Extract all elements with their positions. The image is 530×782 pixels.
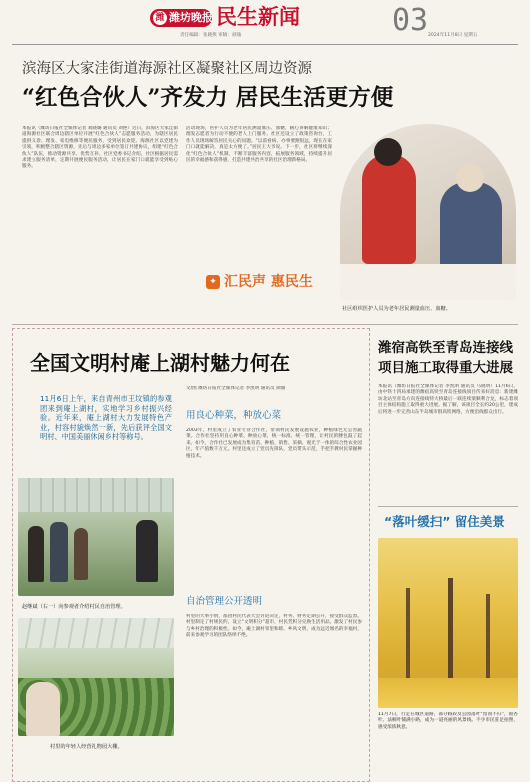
slogan-banner bbox=[206, 272, 326, 292]
lead-column-2: 活动现场，医护人员为老年居民测量血压、血糖，耐心讲解健康知识；理发志愿者为行动不便的老人上门服务。社区还设立了政策咨询台，工作人员现场解答居民关心的问题。“以前看病、办事要跑很远，现在在家门口就能解决，真是太方便了。”居民王大爷说。下一步，社区将继续深化“红色合伙人”机制，不断丰富服务内容，拓展服务领域，持续提升居民的幸福感和获得感，打造共建共治共享的社区治理新格局。 bbox=[186, 126, 332, 164]
rail-headline-2: 项目施工取得重大进展 bbox=[378, 360, 513, 376]
greenhouse-photo-1-caption: 赵继斌（右一）向参观者介绍村民自治管理。 bbox=[22, 604, 126, 610]
logo-icon: 潍 bbox=[153, 11, 167, 25]
photo1-person-2 bbox=[50, 522, 68, 582]
greenhouse-photo-2-caption: 村里的年轻人经营礼物园大棚。 bbox=[50, 744, 123, 750]
lead-kicker: 滨海区大家洼街道海源社区凝聚社区周边资源 bbox=[22, 61, 312, 77]
section-title: 民生新闻 bbox=[216, 4, 300, 29]
leaves-headline: “落叶缓扫” 留住美景 bbox=[384, 514, 505, 529]
photo1-person-1 bbox=[28, 526, 44, 582]
village-subhead-1: 用良心种菜，种放心菜 bbox=[186, 410, 282, 421]
village-intro: 11月6日上午，来自青州市王坟镇的参观团来到庵上湖村，实地学习乡村振兴经验。近年来，庵上湖村大力发展特色产业，村容村貌焕然一新，先后获评全国文明村、中国美丽休闲乡村等称号。 bbox=[40, 394, 172, 442]
village-headline: 全国文明村庵上湖村魅力何在 bbox=[30, 351, 290, 375]
right-divider bbox=[378, 506, 518, 507]
photo2-person bbox=[26, 682, 60, 736]
village-byline: 文/图 潍坊日报社全媒体记者 李凯明 通讯员 颜瑜 bbox=[186, 386, 286, 391]
logo-badge bbox=[150, 9, 212, 27]
photo-head-left bbox=[374, 138, 402, 166]
rail-headline-1: 潍宿高铁至青岛连接线 bbox=[378, 340, 513, 356]
page-number: 03 bbox=[392, 3, 429, 38]
village-column-mid-2: 村里的大事小情，都由村民代表大会讨论决定，村务、财务定期公开，接受群众监督。村里制定了村规民约，设立“文明积分”超市，村民凭积分兑换生活用品，激发了村民参与乡村治理的积极性。如今，庵上湖村邻里和睦、乡风文明，成为远近闻名的幸福村，前来参观学习的团队络绎不绝。 bbox=[186, 614, 362, 639]
photo1-person-3 bbox=[74, 528, 88, 580]
lead-headline: “红色合伙人”齐发力 居民生活更方便 bbox=[22, 85, 394, 111]
photo-head-right bbox=[456, 164, 484, 192]
issue-date: 2024年11月8日 星期五 bbox=[428, 33, 478, 38]
ginkgo-path bbox=[378, 678, 518, 708]
logo-text: 潍坊晚报 bbox=[169, 11, 213, 24]
slogan-icon: ✦ bbox=[206, 275, 220, 289]
ginkgo-trunk-1 bbox=[406, 588, 410, 688]
village-column-mid-1: 2003年，村里成立了农业专业合作社，带领村民发展设施农业，种植绿色无公害蔬菜。合作社坚持用良心种菜、种放心菜，统一标准、统一管理，让村民的腰包鼓了起来。如今，合作社已发展成为集育苗、种植、销售、采摘、观光于一体的综合性农业园区，年产值数千万元。村里还成立了党员先锋队，党员带头示范，手把手教村民掌握种植技术。 bbox=[186, 428, 362, 459]
clinic-photo-caption: 社区组织医护人员为老年居民测量血压、血糖。 bbox=[342, 306, 451, 312]
greenhouse-photo-1 bbox=[18, 478, 174, 596]
ginkgo-trunk-3 bbox=[486, 594, 490, 688]
greenhouse-photo-2 bbox=[18, 618, 174, 736]
lead-column-1: 本报讯（潍坊日报社全媒体记者 刘晓璐 通讯员 刘艳）近日，滨海区大家洼街道海源社区联合周边辖区单位开展“红色合伙人”志愿服务活动，为辖区居民提供义诊、理发、家电维修等便民服务，受到居民欢迎。海源社区以党建为引领，积极整合辖区资源，先后与周边多家单位签订共建协议，组建“红色合伙人”队伍，推动资源共享、优势互补。社区党委书记介绍，社区根据居民需求建立服务清单，定期开展便民服务活动，让居民在家门口就能享受到贴心服务。 bbox=[22, 126, 178, 170]
photo-table bbox=[340, 264, 516, 300]
slogan-text: 汇民声 惠民生 bbox=[224, 274, 313, 290]
photo1-roof bbox=[18, 478, 174, 512]
rail-body: 本报讯（潍坊日报社全媒体记者 李凯明 通讯员 马晓明）11月6日，由中铁十四局承建的潍宿高铁至青岛连接线项目传来好消息：新建潍坊北站至青岛方向连接线特大桥最后一联连续梁顺利合龙，标志着项目主体结构施工取得重大进展。据了解，该项目全长约20公里，建成后将进一步完善山东半岛城市群高铁网络，方便沿线群众出行。 bbox=[378, 384, 518, 415]
ginkgo-photo bbox=[378, 538, 518, 708]
editors-line: 责任编辑：张晓燕 审稿：颜瑜 bbox=[180, 33, 242, 38]
masthead-rule bbox=[12, 44, 518, 45]
clinic-photo bbox=[340, 124, 516, 300]
photo-figure-left bbox=[362, 154, 416, 264]
section-divider bbox=[12, 324, 518, 325]
masthead bbox=[0, 0, 530, 50]
ginkgo-photo-caption: 11月7日，行走在城区道路，部分路段及公园落叶“留而不扫”，银杏叶、法桐叶铺满小路，成为一道亮丽的风景线。不少市民驻足拍照，感受浓浓秋意。 bbox=[378, 712, 518, 730]
photo1-person-4 bbox=[136, 520, 158, 582]
village-subhead-2: 自治管理公开透明 bbox=[186, 596, 263, 607]
photo2-roof bbox=[18, 618, 174, 648]
ginkgo-trunk-2 bbox=[448, 578, 453, 688]
